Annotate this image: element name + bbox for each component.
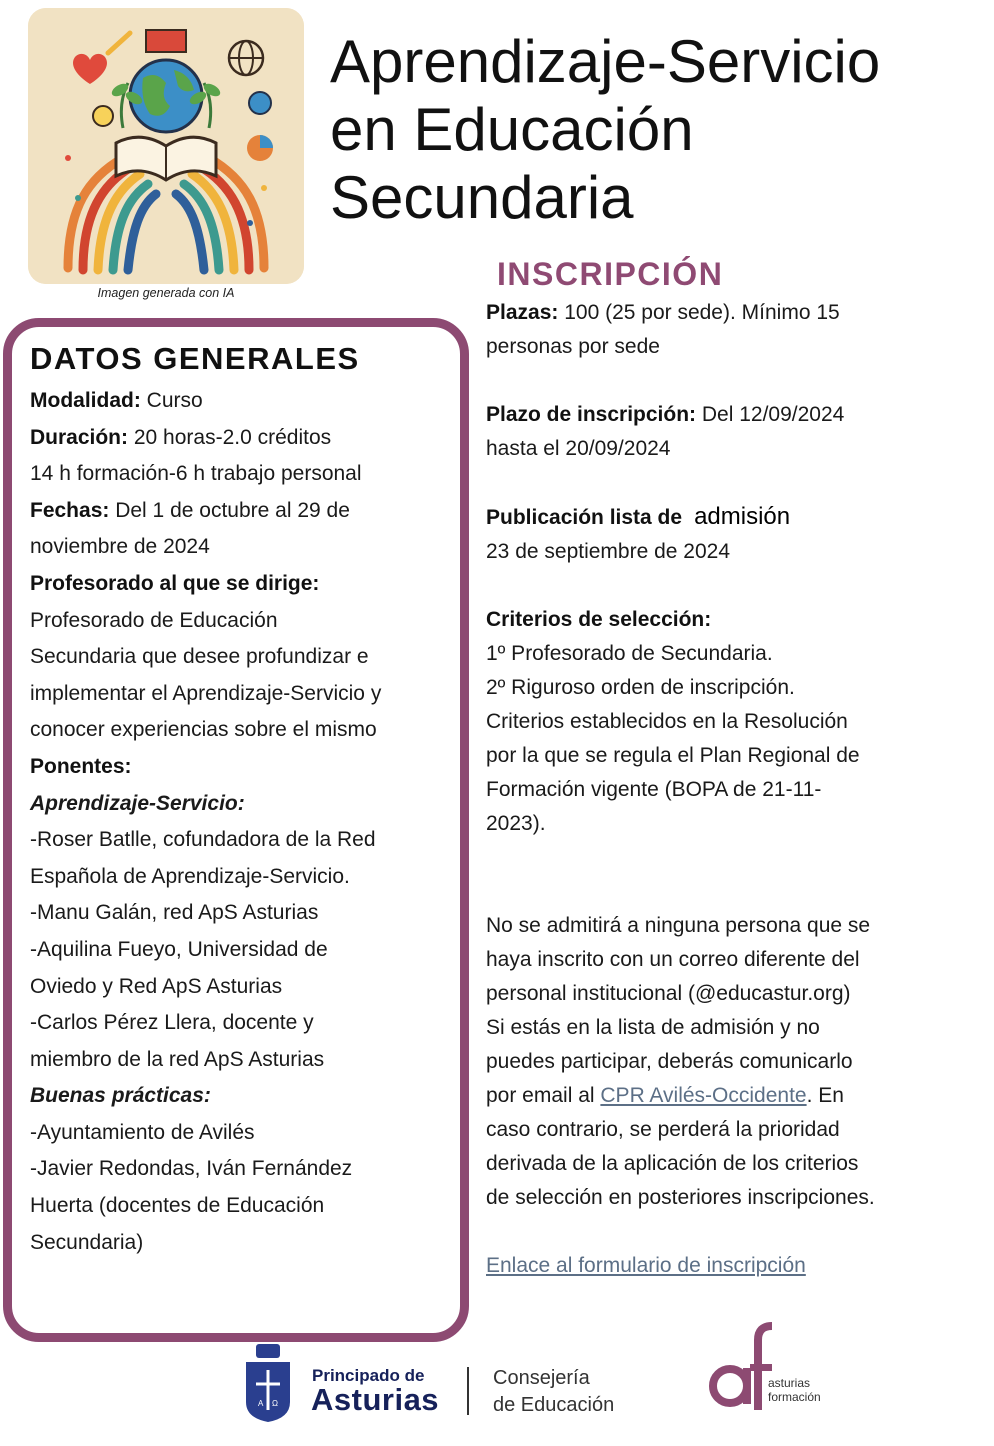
plazo-value: Del 12/09/2024 <box>696 403 845 426</box>
criterio-line: Criterios establecidos en la Resolución <box>486 710 848 733</box>
criterio-line: por la que se regula el Plan Regional de <box>486 744 860 767</box>
form-link-line <box>486 1249 976 1283</box>
notice-line: personal institucional (@educastur.org) <box>486 982 851 1005</box>
profesorado-label <box>30 566 460 603</box>
plazo-detail: hasta el 20/09/2024 <box>486 437 671 460</box>
notice-email-line <box>486 1079 976 1113</box>
af-line-1: asturias <box>768 1376 811 1390</box>
notice-email-suffix: . En <box>806 1084 844 1107</box>
publicacion-line <box>486 500 976 535</box>
notice-line: haya inscrito con un correo diferente del <box>486 948 860 971</box>
plazo-line <box>486 398 976 432</box>
buenas-practica-line: Huerta (docentes de Educación <box>30 1194 325 1218</box>
notice-line: derivada de la aplicación de los criterios <box>486 1152 859 1175</box>
title-line-3: Secundaria <box>330 164 634 231</box>
ponente-line: -Manu Galán, red ApS Asturias <box>30 901 319 925</box>
duracion-detail: 14 h formación-6 h trabajo personal <box>30 462 362 486</box>
publicacion-word: admisión <box>694 503 791 530</box>
plazas-label: Plazas: <box>486 301 559 324</box>
criterio-line: Formación vigente (BOPA de 21-11- <box>486 778 822 801</box>
plazo-label: Plazo de inscripción: <box>486 403 697 426</box>
title-line-1: Aprendizaje-Servicio <box>330 28 881 95</box>
form-link[interactable]: Enlace al formulario de inscripción <box>486 1254 806 1277</box>
datos-generales-panel <box>3 318 469 1342</box>
profesorado-line: Secundaria que desee profundizar e <box>30 645 369 669</box>
ponente-line: -Carlos Pérez Llera, docente y <box>30 1011 314 1035</box>
notice-line: No se admitirá a ninguna persona que se <box>486 914 871 937</box>
notice-line: de selección en posteriores inscripciones. <box>486 1186 875 1209</box>
plazas-detail: personas por sede <box>486 335 660 358</box>
duracion-line <box>30 420 460 457</box>
svg-text:A: A <box>258 1399 264 1408</box>
inscripcion-details <box>486 296 976 1283</box>
criterio-line: 2º Riguroso orden de inscripción. <box>486 676 795 699</box>
principado-line-1: Principado de <box>312 1366 425 1385</box>
ponente-line: miembro de la red ApS Asturias <box>30 1047 325 1071</box>
fechas-line <box>30 493 460 530</box>
criterios-label <box>486 603 976 637</box>
datos-generales-heading: DATOS GENERALES <box>30 341 360 376</box>
hero-illustration <box>28 8 304 284</box>
fechas-value: Del 1 de octubre al 29 de <box>109 498 350 522</box>
cpr-aviles-link[interactable]: CPR Avilés-Occidente <box>600 1084 807 1107</box>
buenas-practicas-label <box>30 1078 460 1115</box>
inscripcion-heading: INSCRIPCIÓN <box>497 256 724 292</box>
title-line-2: en Educación <box>330 96 694 163</box>
fechas-detail: noviembre de 2024 <box>30 535 210 559</box>
publicacion-date: 23 de septiembre de 2024 <box>486 540 731 563</box>
footer-divider <box>467 1367 469 1415</box>
criterio-line: 2023). <box>486 812 546 835</box>
consejeria-line-1: Consejería <box>493 1367 590 1389</box>
aps-label <box>30 786 460 823</box>
svg-text:Ω: Ω <box>272 1399 278 1408</box>
aps-label-text: Aprendizaje-Servicio: <box>30 791 245 815</box>
modalidad-label: Modalidad: <box>30 389 141 412</box>
ponente-line: -Aquilina Fueyo, Universidad de <box>30 937 328 961</box>
criterios-label-text: Criterios de selección: <box>486 608 712 631</box>
buenas-practicas-label-text: Buenas prácticas: <box>30 1084 211 1108</box>
plazas-value: 100 (25 por sede). Mínimo 15 <box>558 301 840 324</box>
ponentes-label <box>30 749 460 786</box>
profesorado-line: implementar el Aprendizaje-Servicio y <box>30 681 382 705</box>
notice-email-prefix: por email al <box>486 1084 601 1107</box>
notice-line: caso contrario, se perderá la prioridad <box>486 1118 840 1141</box>
plazas-line <box>486 296 976 330</box>
notice-line: puedes participar, deberás comunicarlo <box>486 1050 853 1073</box>
ponente-line: Española de Aprendizaje-Servicio. <box>30 864 350 888</box>
profesorado-line: Profesorado de Educación <box>30 608 278 632</box>
modalidad-line <box>30 383 460 420</box>
buenas-practica-line: Secundaria) <box>30 1230 144 1254</box>
buenas-practica-line: -Ayuntamiento de Avilés <box>30 1120 255 1144</box>
fechas-label: Fechas: <box>30 498 110 522</box>
duracion-value: 20 horas-2.0 créditos <box>128 425 332 449</box>
consejeria-line-2: de Educación <box>493 1394 615 1416</box>
duracion-label: Duración: <box>30 425 129 449</box>
af-line-2: formación <box>768 1390 821 1404</box>
page-title <box>330 28 970 232</box>
ponente-line: Oviedo y Red ApS Asturias <box>30 974 283 998</box>
criterio-line: 1º Profesorado de Secundaria. <box>486 642 773 665</box>
buenas-practica-line: -Javier Redondas, Iván Fernández <box>30 1157 353 1181</box>
ponentes-label-text: Ponentes: <box>30 754 132 778</box>
image-caption: Imagen generada con IA <box>97 286 235 300</box>
profesorado-label-text: Profesorado al que se dirige: <box>30 571 320 595</box>
principado-shield-icon <box>244 1344 292 1422</box>
ponente-line: -Roser Batlle, cofundadora de la Red <box>30 828 376 852</box>
principado-line-2: Asturias <box>311 1382 440 1417</box>
asturias-formacion-logo-icon <box>708 1322 778 1422</box>
modalidad-value: Curso <box>140 389 203 412</box>
profesorado-line: conocer experiencias sobre el mismo <box>30 718 377 742</box>
footer <box>0 1322 994 1446</box>
notice-line: Si estás en la lista de admisión y no <box>486 1016 820 1039</box>
publicacion-label: Publicación lista de <box>486 506 683 529</box>
